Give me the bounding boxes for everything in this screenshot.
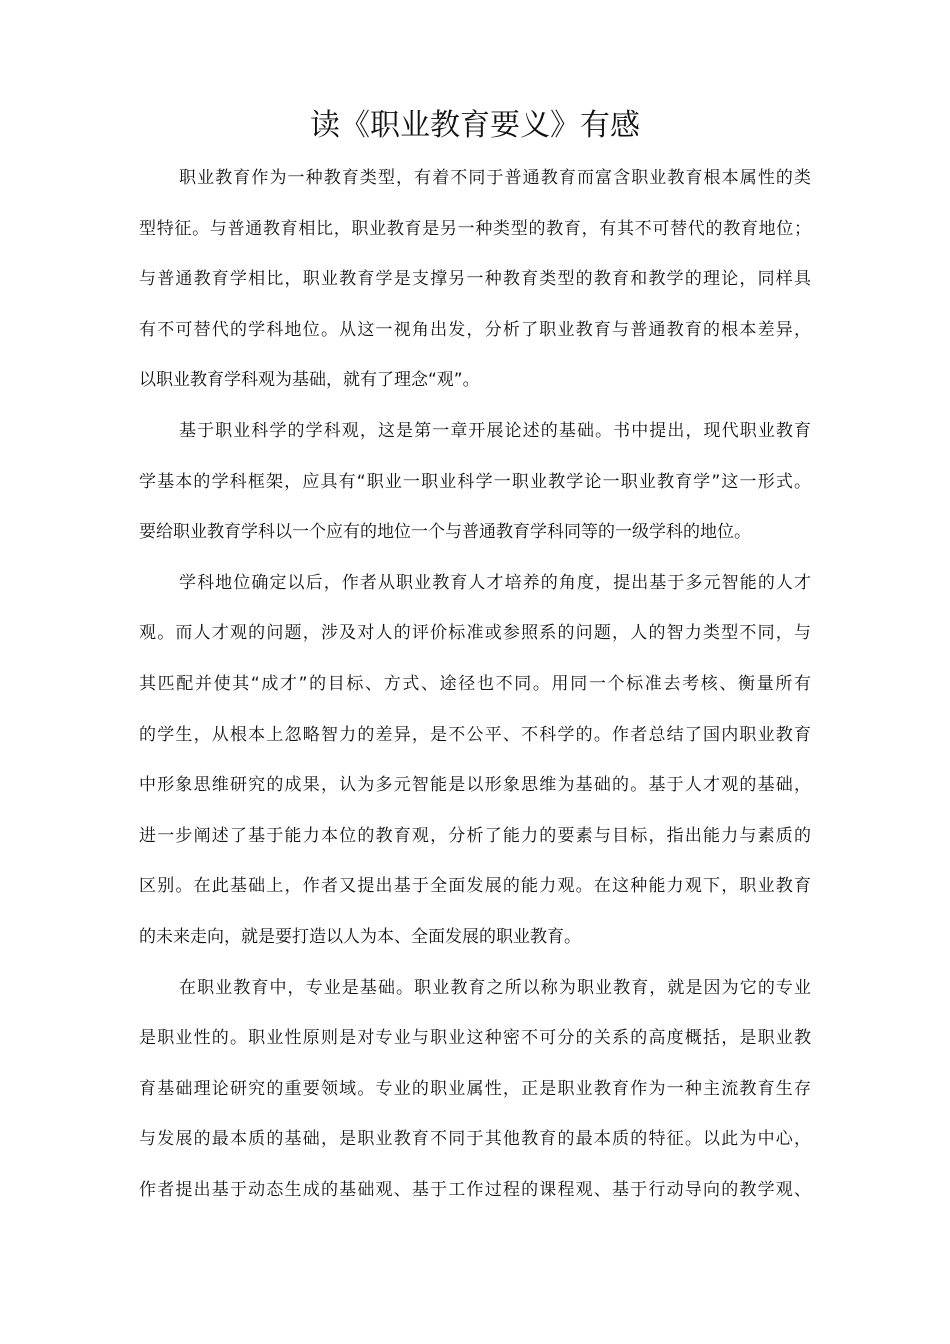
- paragraph-3-line-5: 中形象思维研究的成果，认为多元智能是以形象思维为基础的。基于人才观的基础，: [139, 775, 811, 796]
- paragraph-3-line-1: 学科地位确定以后，作者从职业教育人才培养的角度，提出基于多元智能的人才: [179, 572, 811, 593]
- paragraph-3-line-3: 其匹配并使其“成才”的目标、方式、途径也不同。用同一个标准去考核、衡量所有: [139, 673, 811, 694]
- paragraph-3-line-6: 进一步阐述了基于能力本位的教育观，分析了能力的要素与目标，指出能力与素质的: [139, 825, 811, 846]
- paragraph-4-line-1: 在职业教育中，专业是基础。职业教育之所以称为职业教育，就是因为它的专业: [179, 977, 811, 998]
- paragraph-2-line-3: 要给职业教育学科以一个应有的地位一个与普通教育学科同等的一级学科的地位。: [139, 522, 751, 543]
- paragraph-3-line-2: 观。而人才观的问题，涉及对人的评价标准或参照系的问题，人的智力类型不同，与: [139, 623, 811, 644]
- paragraph-3-line-7: 区别。在此基础上，作者又提出基于全面发展的能力观。在这种能力观下，职业教育: [139, 876, 811, 897]
- paragraph-4-line-4: 与发展的最本质的基础，是职业教育不同于其他教育的最本质的特征。以此为中心，: [139, 1129, 811, 1150]
- paragraph-4-line-2: 是职业性的。职业性原则是对专业与职业这种密不可分的关系的高度概括，是职业教: [139, 1028, 811, 1049]
- paragraph-1-line-3: 与普通教育学相比，职业教育学是支撑另一种教育类型的教育和教学的理论，同样具: [139, 269, 811, 290]
- paragraph-2-line-1: 基于职业科学的学科观，这是第一章开展论述的基础。书中提出，现代职业教育: [179, 420, 811, 441]
- paragraph-4-line-3: 育基础理论研究的重要领域。专业的职业属性，正是职业教育作为一种主流教育生存: [139, 1078, 811, 1099]
- document-title: 读《职业教育要义》有感: [310, 108, 640, 143]
- paragraph-3-line-4: 的学生，从根本上忽略智力的差异，是不公平、不科学的。作者总结了国内职业教育: [139, 724, 811, 745]
- paragraph-1-line-1: 职业教育作为一种教育类型，有着不同于普通教育而富含职业教育根本属性的类: [179, 168, 811, 188]
- paragraph-2-line-2: 学基本的学科框架，应具有“职业一职业科学一职业教学论一职业教育学”这一形式。: [139, 471, 811, 492]
- paragraph-4-line-5: 作者提出基于动态生成的基础观、基于工作过程的课程观、基于行动导向的教学观、: [139, 1179, 811, 1200]
- paragraph-1-line-4: 有不可替代的学科地位。从这一视角出发，分析了职业教育与普通教育的根本差异，: [139, 319, 811, 340]
- paragraph-1-line-2: 型特征。与普通教育相比，职业教育是另一种类型的教育，有其不可替代的教育地位；: [139, 218, 811, 239]
- document-body: [139, 153, 811, 1215]
- paragraph-1-line-5: 以职业教育学科观为基础，就有了理念“观”。: [139, 370, 480, 391]
- paragraph-3-line-8: 的未来走向，就是要打造以人为本、全面发展的职业教育。: [139, 926, 581, 947]
